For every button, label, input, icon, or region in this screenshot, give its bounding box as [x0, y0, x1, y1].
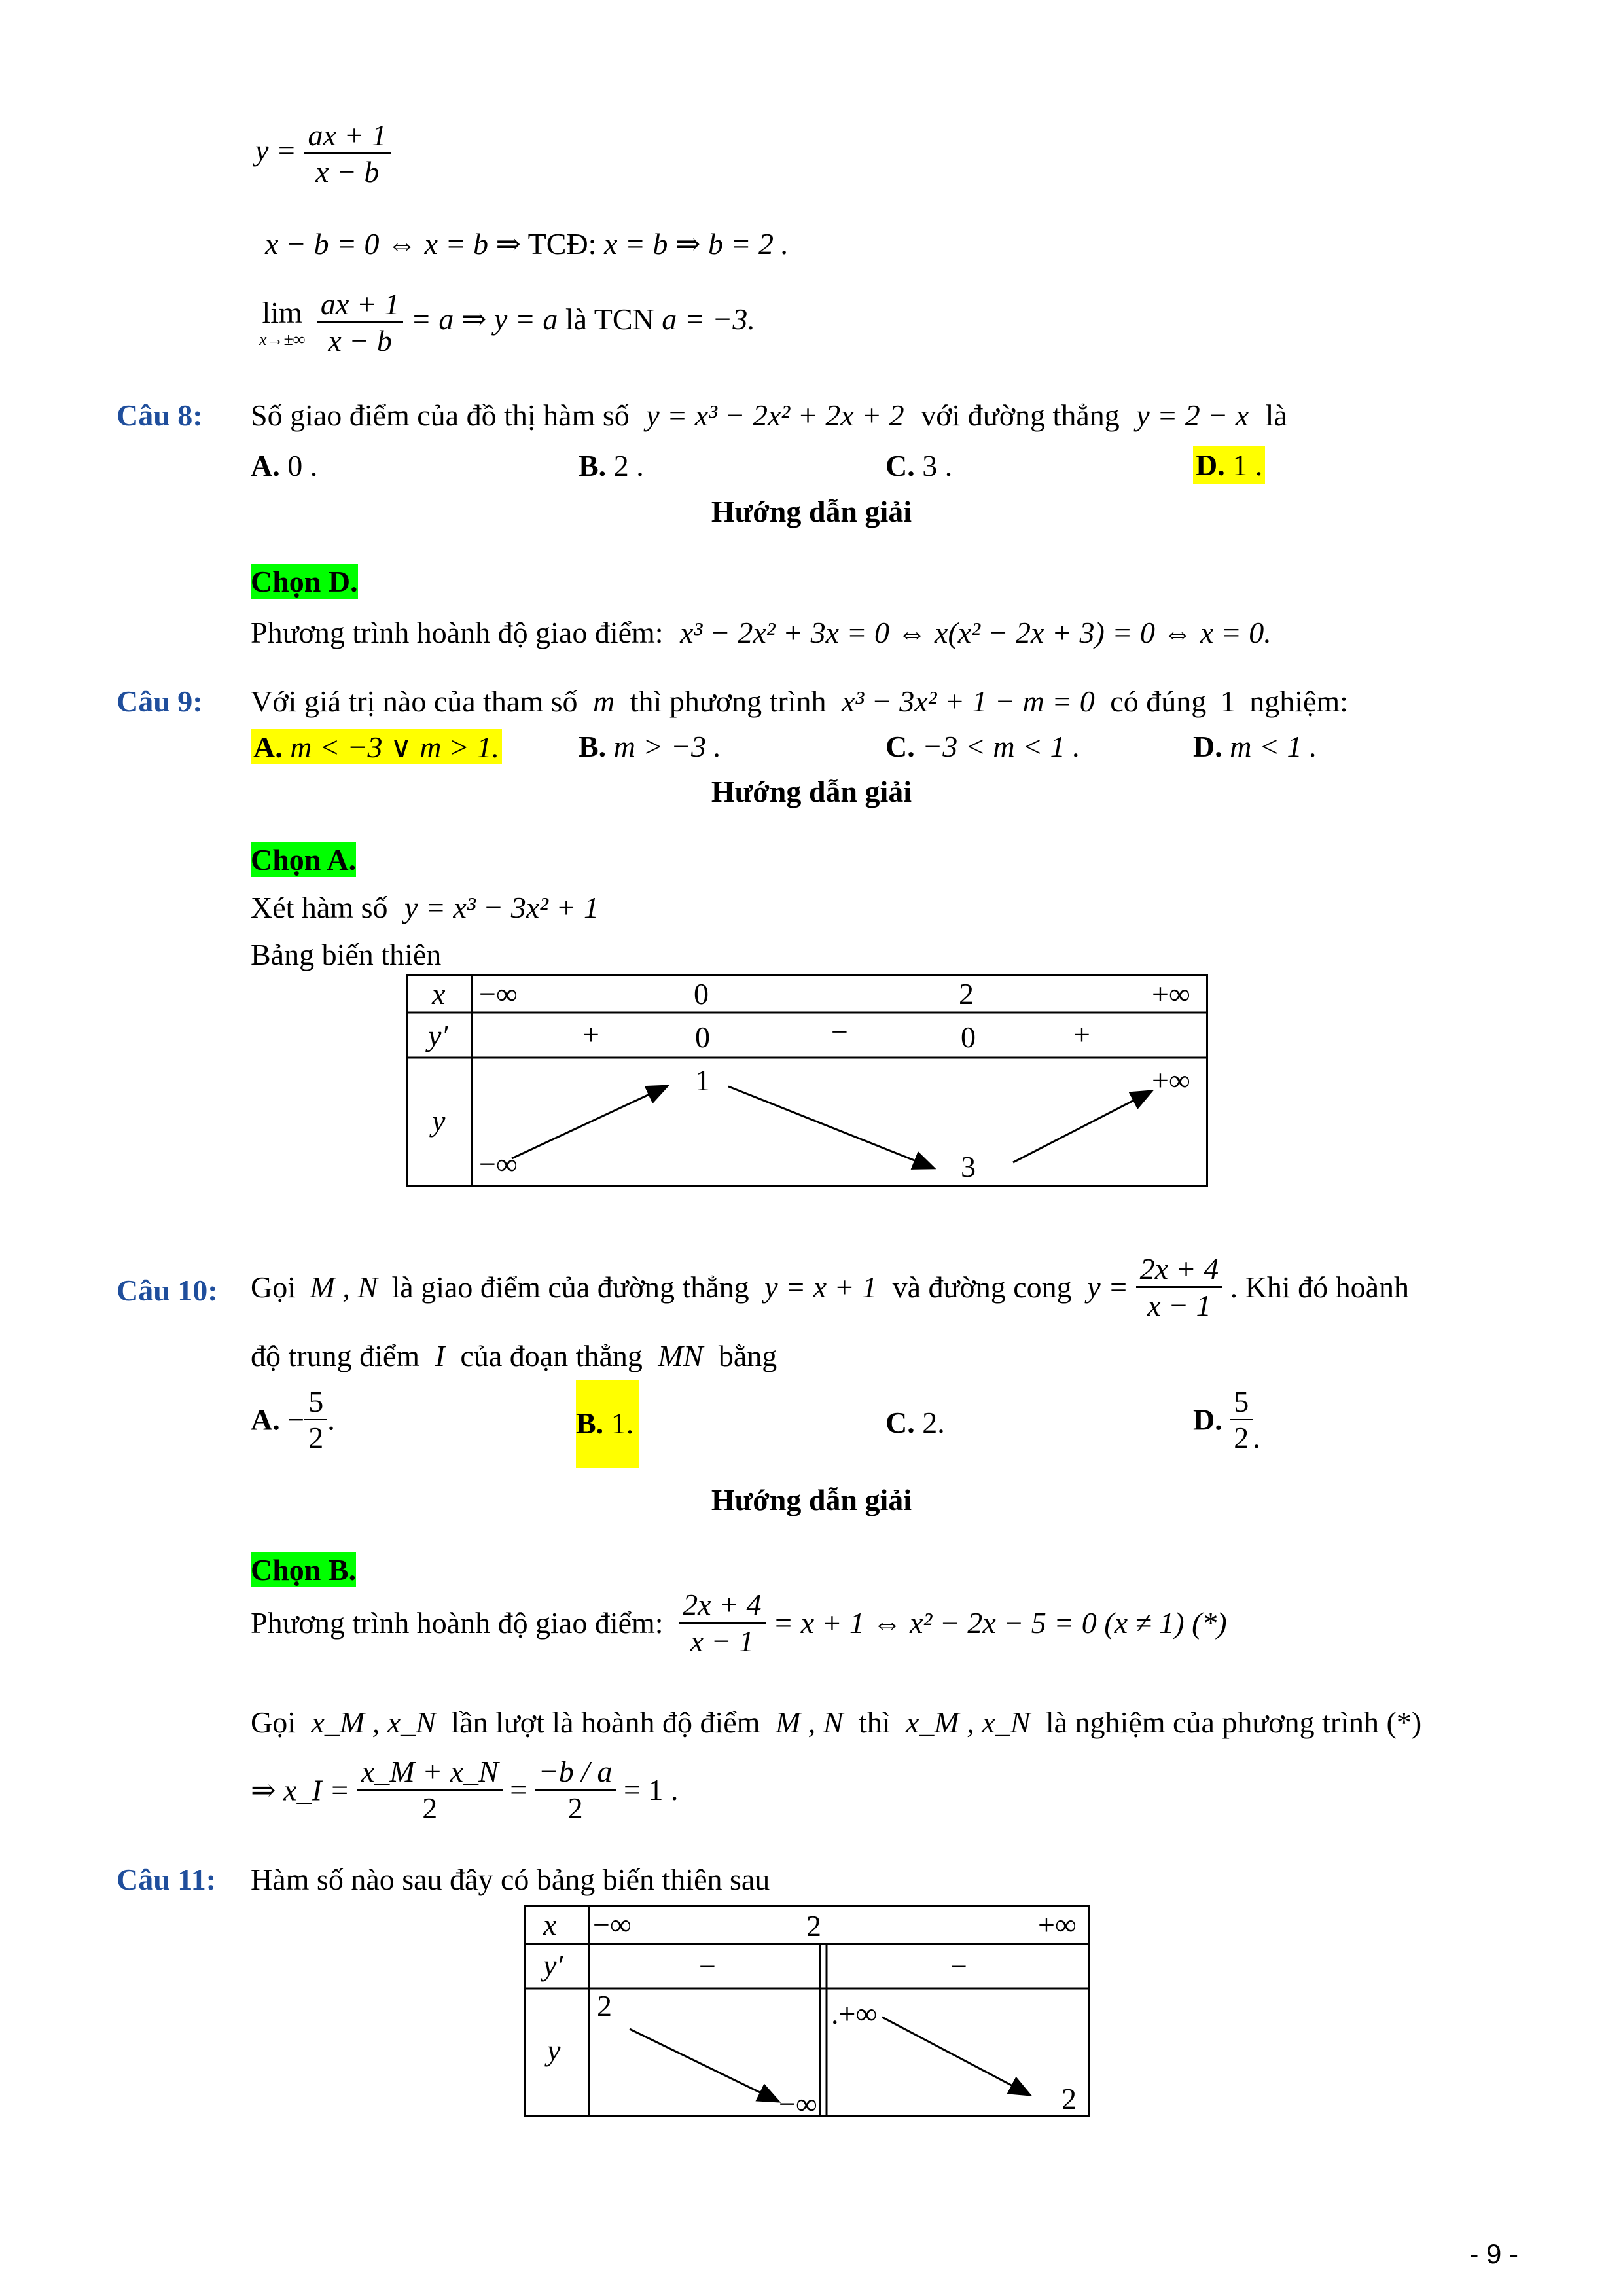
page-number: - 9 -	[1469, 2238, 1518, 2269]
table9-yprime-plus-1: +	[582, 1018, 599, 1051]
table9-x-2: 2	[959, 977, 974, 1011]
question-10-label: Câu 10:	[116, 1274, 218, 1307]
question-8	[116, 398, 203, 433]
question-8-option-d[interactable]: D. 1 .	[1193, 446, 1265, 484]
table9-y-label: y	[432, 1104, 446, 1138]
question-9-guide-heading: Hướng dẫn giải	[711, 775, 912, 808]
question-10-solution-3: ⇒ x_I = $\frac{x\_M + x\_N}{2}$ = $\frac{-b / a}{2}$ = 1 .	[251, 1755, 679, 1825]
intro-formula-numerator: ax + 1	[304, 118, 390, 154]
question-8-text: Số giao điểm của đồ thị hàm số y = x³ − 2x² + 2x + 2 với đường thẳng y = 2 − x là	[251, 399, 1287, 432]
limit-word: lim	[262, 296, 302, 329]
table9-y-neg-inf: −∞	[479, 1147, 518, 1181]
table9-y-pos-inf: +∞	[1152, 1064, 1190, 1097]
question-8-guide-heading: Hướng dẫn giải	[711, 495, 912, 528]
question-9-table-grid	[406, 974, 1208, 1187]
intro-formula: y = $\frac{ax + 1}{x - b}$	[255, 118, 391, 189]
table9-yprime-label: y′	[428, 1019, 448, 1052]
table11-y-right-top: .+∞	[831, 1997, 878, 2030]
table9-yprime-zero-2: 0	[961, 1020, 976, 1054]
question-9-variation-table	[406, 974, 1208, 1187]
intro-vertical-asymptote-line: x − b = 0 ⇔ x = b ⇒ TCĐ: x = b ⇒ b = 2 .	[265, 227, 789, 260]
table9-x-0: 0	[694, 977, 709, 1011]
table11-y-label: y	[547, 2034, 561, 2067]
table11-y-right-bottom: 2	[1061, 2082, 1077, 2115]
question-8-option-a[interactable]: A. 0 .	[251, 449, 318, 482]
table11-x-neg-inf: −∞	[593, 1908, 632, 1941]
question-9-text: Với giá trị nào của tham số m thì phương trình x³ − 3x² + 1 − m = 0 có đúng 1 nghiệm:	[251, 685, 1348, 718]
table11-y-left-top: 2	[597, 1989, 612, 2022]
question-11-text: Hàm số nào sau đây có bảng biến thiên sau	[251, 1863, 770, 1896]
table11-y-left-bottom: −∞	[779, 2087, 817, 2121]
question-10-option-a[interactable]: A. − $\frac{5}{2}$ .	[251, 1385, 335, 1454]
table9-yprime-minus: −	[831, 1015, 848, 1049]
question-10-option-d[interactable]: D. $\frac{5}{2}$ .	[1193, 1385, 1260, 1454]
question-8-option-c[interactable]: C. 3 .	[885, 449, 953, 482]
question-8-solution: Phương trình hoành độ giao điểm: x³ − 2x² + 3x = 0 ⇔ x(x² − 2x + 3) = 0 ⇔ x = 0.	[251, 616, 1272, 649]
question-11-label: Câu 11:	[116, 1863, 217, 1896]
table11-x-2: 2	[806, 1909, 821, 1943]
question-8-option-b[interactable]: B. 2 .	[579, 449, 644, 482]
table9-y-min: 3	[961, 1150, 976, 1183]
question-10-text-line2: độ trung điểm I của đoạn thẳng MN bằng	[251, 1339, 777, 1372]
table11-x-pos-inf: +∞	[1038, 1908, 1077, 1941]
table11-yprime-minus-2: −	[950, 1950, 967, 1983]
question-8-label: Câu 8:	[116, 399, 203, 432]
table9-yprime-plus-2: +	[1073, 1018, 1090, 1051]
intro-limit-line: lim x→±∞ $\frac{ax + 1}{x - b}$ = a ⇒ y = a là TCN a = −3.	[255, 287, 755, 358]
question-9-table-caption: Bảng biến thiên	[251, 938, 442, 971]
table11-x-label: x	[543, 1908, 557, 1941]
question-9-solution: Xét hàm số y = x³ − 3x² + 1	[251, 891, 599, 924]
question-9-option-a[interactable]: A. m < −3 ∨ m > 1.	[251, 729, 502, 764]
table9-x-pos-inf: +∞	[1152, 977, 1190, 1011]
table11-yprime-minus-1: −	[699, 1950, 716, 1983]
table9-yprime-zero-1: 0	[695, 1020, 710, 1054]
question-8-answer: Chọn D.	[251, 565, 358, 598]
intro-formula-denominator: x − b	[315, 155, 380, 188]
table11-yprime-label: y′	[543, 1948, 563, 1982]
question-9-answer: Chọn A.	[251, 843, 357, 876]
question-10-option-b[interactable]: B. 1.	[576, 1380, 639, 1468]
table9-x-neg-inf: −∞	[479, 977, 518, 1011]
question-9-option-d[interactable]: D. m < 1 .	[1193, 730, 1317, 763]
question-9-label: Câu 9:	[116, 685, 203, 718]
question-10-answer: Chọn B.	[251, 1553, 357, 1587]
table9-x-label: x	[432, 977, 446, 1011]
question-10-option-c[interactable]: C. 2.	[885, 1406, 945, 1439]
question-11-variation-table	[524, 1905, 1090, 2121]
question-10-solution-2: Gọi x_M , x_N lần lượt là hoành độ điểm M , N thì x_M , x_N là nghiệm của phương trình (*)	[251, 1706, 1422, 1739]
question-9-option-b[interactable]: B. m > −3 .	[579, 730, 721, 763]
question-10-text: Gọi M , N là giao điểm của đường thẳng y = x + 1 và đường cong y = $\frac{2x + 4}{x - 1}$ . Khi đó hoành	[251, 1252, 1410, 1322]
question-10-guide-heading: Hướng dẫn giải	[711, 1483, 912, 1516]
question-10-solution-1: Phương trình hoành độ giao điểm: $\frac{2x + 4}{x - 1}$ = x + 1 ⇔ x² − 2x − 5 = 0 (x ≠ 1) (*)	[251, 1588, 1227, 1658]
limit-subscript: x→±∞	[259, 330, 306, 349]
table9-y-max: 1	[695, 1064, 710, 1097]
question-9-option-c[interactable]: C. −3 < m < 1 .	[885, 730, 1080, 763]
